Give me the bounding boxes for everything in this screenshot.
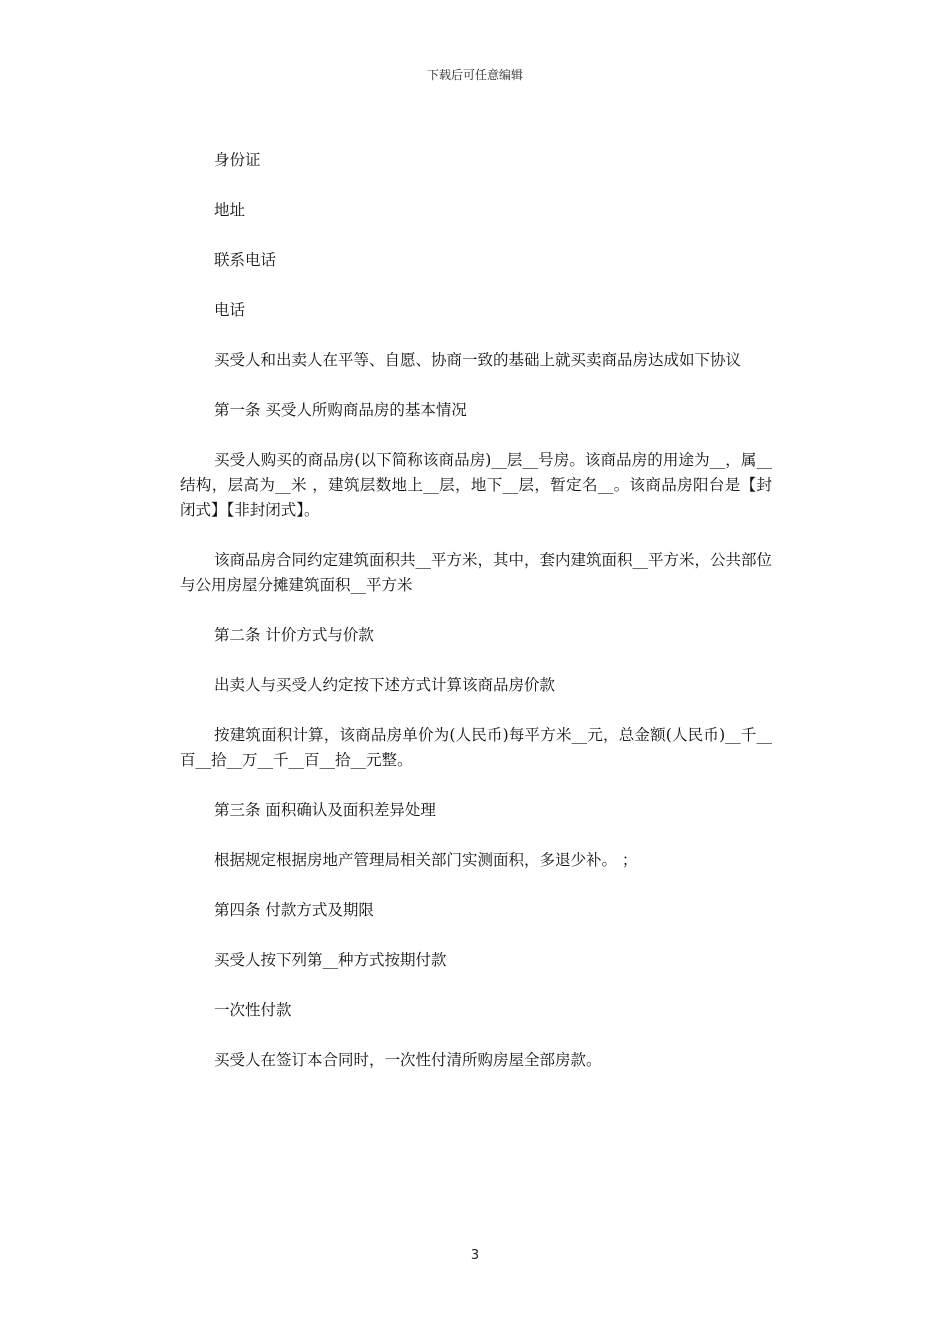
article-1-area-details: 该商品房合同约定建筑面积共__平方米，其中，套内建筑面积__平方米，公共部位与公用房屋分摊建筑面积__平方米 xyxy=(180,551,773,594)
paragraph-agreement-intro: 买受人和出卖人在平等、自愿、协商一致的基础上就买卖商品房达成如下协议 xyxy=(214,351,742,369)
article-2-price-amount: 按建筑面积计算，该商品房单价为(人民币)每平方米__元，总金额(人民币)__千__百__拾__万__千__百__拾__元整。 xyxy=(180,726,772,769)
article-4-lump-sum-heading: 一次性付款 xyxy=(214,1001,292,1019)
article-4-heading: 第四条 付款方式及期限 xyxy=(214,901,374,919)
paragraph-id-card: 身份证 xyxy=(214,151,261,169)
article-3-heading: 第三条 面积确认及面积差异处理 xyxy=(214,801,436,819)
article-1-heading: 第一条 买受人所购商品房的基本情况 xyxy=(214,401,467,419)
document-body xyxy=(180,148,772,1098)
article-1-property-details: 买受人购买的商品房(以下简称该商品房)__层__号房。该商品房的用途为__，属__结构，层高为__米 ，建筑层数地上__层，地下__层，暂定名__。该商品房阳台是【封闭式】【非封闭式】。 xyxy=(180,451,772,519)
paragraph-phone: 电话 xyxy=(214,301,246,319)
article-2-heading: 第二条 计价方式与价款 xyxy=(214,626,374,644)
article-3-area-adjustment: 根据规定根据房地产管理局相关部门实测面积，多退少补。 ； xyxy=(214,851,638,869)
article-4-payment-method: 买受人按下列第__种方式按期付款 xyxy=(214,951,447,969)
paragraph-contact-phone: 联系电话 xyxy=(214,251,277,269)
article-2-pricing-method: 出卖人与买受人约定按下述方式计算该商品房价款 xyxy=(214,676,556,694)
page-number: 3 xyxy=(470,1248,480,1263)
paragraph-address: 地址 xyxy=(214,201,246,219)
article-4-lump-sum-detail: 买受人在签订本合同时，一次性付清所购房屋全部房款。 xyxy=(214,1051,602,1069)
page-header: 下载后可任意编辑 xyxy=(426,68,523,82)
